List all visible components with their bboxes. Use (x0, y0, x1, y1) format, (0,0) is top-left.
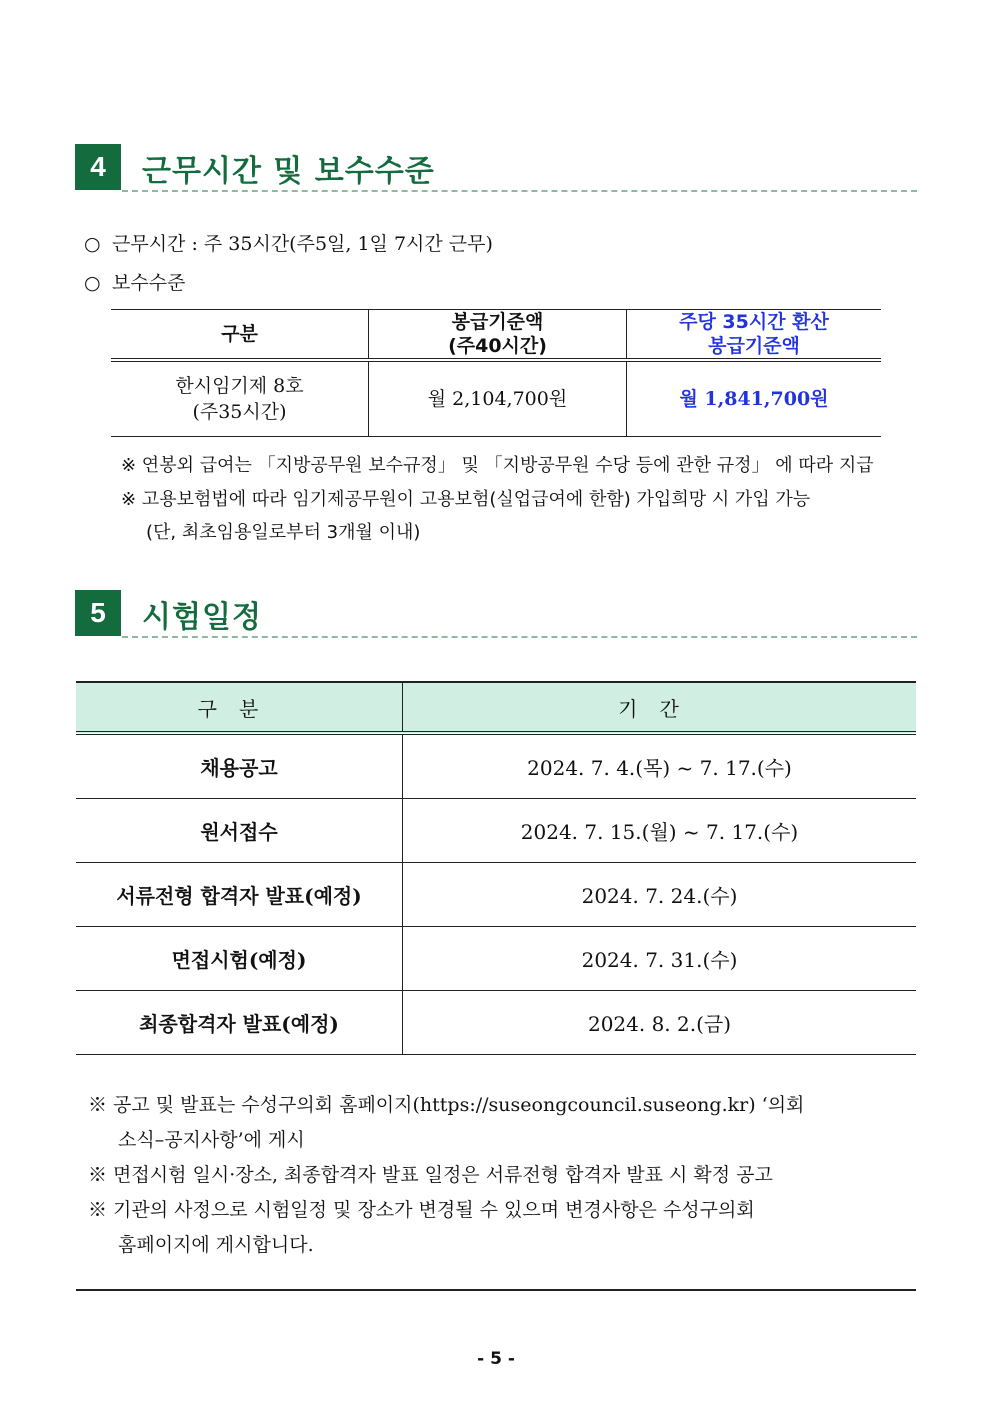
work-hours-text: 근무시간 : 주 35시간(주5일, 1일 7시간 근무) (112, 233, 493, 255)
page-number: - 5 - (477, 1349, 515, 1369)
schedule-label: 최종합격자 발표(예정) (76, 991, 403, 1055)
work-hours-bullet (84, 229, 493, 256)
table-row (76, 733, 916, 799)
pay-table-row (111, 360, 881, 437)
pay-row-category: 한시임기제 8호 (주35시간) (111, 360, 369, 437)
schedule-label: 면접시험(예정) (76, 927, 403, 991)
table-row (76, 991, 916, 1055)
schedule-period: 2024. 7. 24.(수) (403, 863, 917, 927)
pay-header-base: 봉급기준액 (주40시간) (369, 310, 627, 361)
schedule-footnotes (88, 1088, 914, 1263)
table-row (76, 927, 916, 991)
schedule-header-row (76, 682, 916, 733)
schedule-period: 2024. 7. 31.(수) (403, 927, 917, 991)
schedule-period: 2024. 7. 15.(월) ~ 7. 17.(수) (403, 799, 917, 863)
schedule-label: 원서접수 (76, 799, 403, 863)
circle-bullet-icon: ○ (84, 272, 101, 294)
pay-row-base: 월 2,104,700원 (369, 360, 627, 437)
section-4-divider (122, 190, 917, 192)
circle-bullet-icon: ○ (84, 233, 101, 255)
pay-note-1: ※ 연봉외 급여는 「지방공무원 보수규정」 및 「지방공무원 수당 등에 관한 규정」 에 따라 지급 (121, 455, 874, 476)
footer-divider (76, 1289, 916, 1291)
pay-note-2: ※ 고용보험법에 따라 임기제공무원이 고용보험(실업급여에 한함) 가입희망 시 가입 가능 (121, 489, 811, 510)
schedule-label: 서류전형 합격자 발표(예정) (76, 863, 403, 927)
section-4-title: 근무시간 및 보수수준 (142, 154, 435, 189)
pay-header-category: 구분 (111, 310, 369, 361)
pay-bullet (84, 268, 185, 295)
footnote-line: 홈페이지에 게시합니다. (118, 1234, 314, 1256)
footnote-line: 소식–공지사항’에 게시 (118, 1129, 305, 1151)
schedule-label: 채용공고 (76, 733, 403, 799)
pay-header-converted: 주당 35시간 환산 봉급기준액 (627, 310, 882, 361)
footnote-line: ※ 기관의 사정으로 시험일정 및 장소가 변경될 수 있으며 변경사항은 수성구의회 (88, 1199, 755, 1221)
schedule-table (76, 681, 916, 1055)
table-row (76, 863, 916, 927)
table-row (76, 799, 916, 863)
schedule-period: 2024. 7. 4.(목) ~ 7. 17.(수) (403, 733, 917, 799)
section-5-title: 시험일정 (142, 600, 262, 635)
section-4-header (75, 144, 917, 192)
pay-table-header-row (111, 310, 881, 361)
section-5-number: 5 (75, 590, 121, 636)
pay-row-converted: 월 1,841,700원 (627, 360, 882, 437)
schedule-header-category: 구분 (76, 682, 403, 733)
footnote-line: ※ 면접시험 일시·장소, 최종합격자 발표 일정은 서류전형 합격자 발표 시 확정 공고 (88, 1164, 773, 1186)
section-5-header (75, 590, 917, 638)
section-4-number: 4 (75, 144, 121, 190)
schedule-header-period: 기간 (403, 682, 917, 733)
schedule-period: 2024. 8. 2.(금) (403, 991, 917, 1055)
footnote-line: ※ 공고 및 발표는 수성구의회 홈페이지(https://suseongcouncil.suseong.kr) ‘의회 (88, 1094, 805, 1116)
pay-label: 보수수준 (112, 272, 186, 294)
pay-note-3: (단, 최초임용일로부터 3개월 이내) (146, 522, 421, 543)
section-5-divider (122, 636, 917, 638)
pay-table (111, 309, 881, 437)
